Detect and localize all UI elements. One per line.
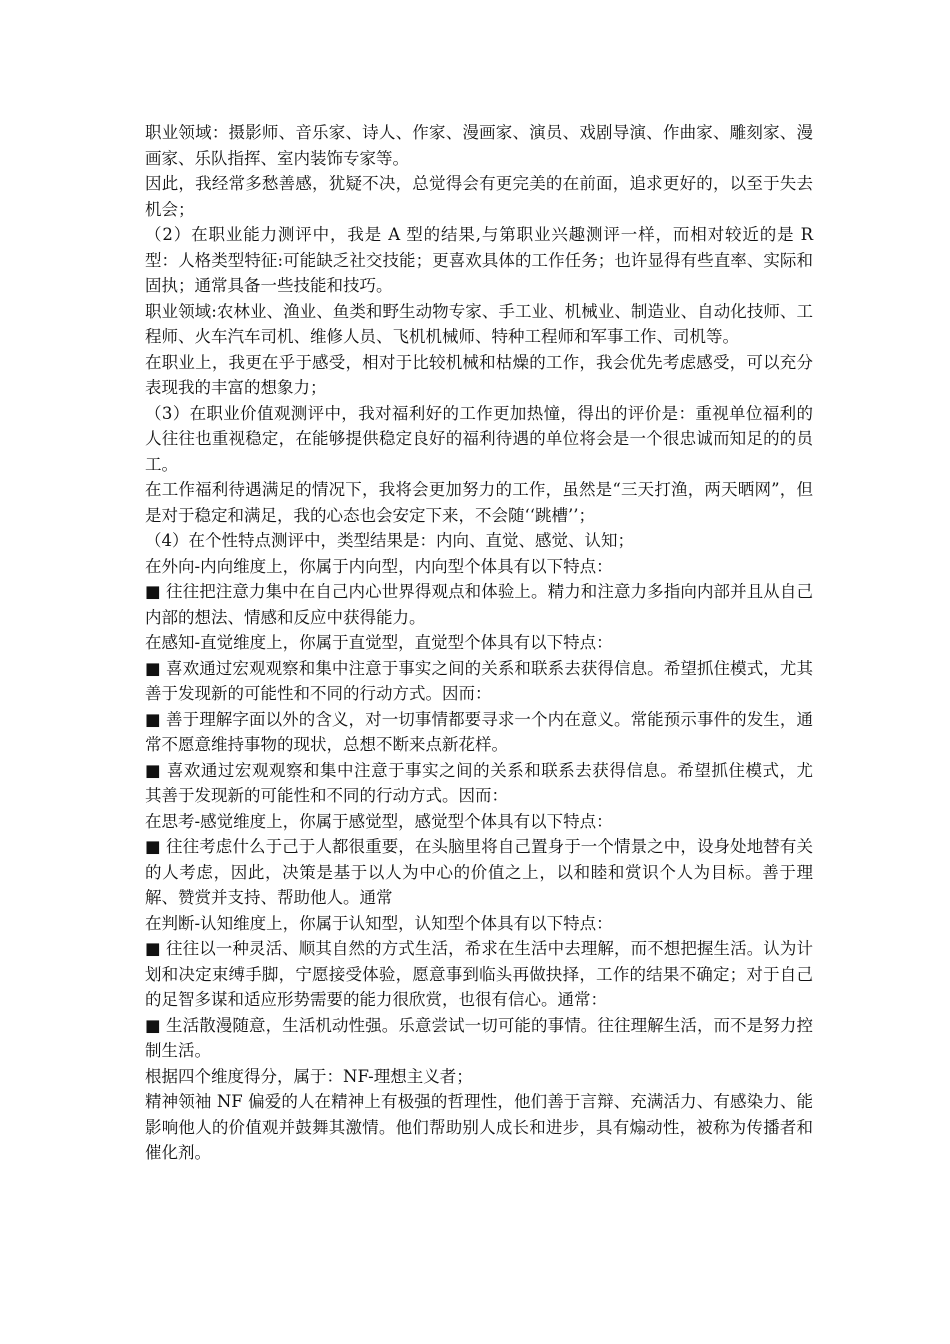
paragraph-occupation-field-1: 职业领域：摄影师、音乐家、诗人、作家、漫画家、演员、戏剧导演、作曲家、雕刻家、漫画家、乐队指挥、室内装饰专家等。 (145, 123, 813, 168)
paragraph-ability-test: （2）在职业能力测评中，我是 A 型的结果,与第职业兴趣测评一样，而相对较近的是 R 型：人格类型特征:可能缺乏社交技能；更喜欢具体的工作任务；也许显得有些直率、实际和固执；通常具备一些技能和技巧。 (145, 225, 813, 295)
paragraph-indecision: 因此，我经常多愁善感，犹疑不决，总觉得会有更完美的在前面，追求更好的，以至于失去机会； (145, 174, 813, 219)
paragraph-personality-test: （4）在个性特点测评中，类型结果是：内向、直觉、感觉、认知； (145, 531, 634, 550)
paragraph-feeling-heading: 在思考-感觉维度上，你属于感觉型，感觉型个体具有以下特点： (145, 811, 613, 831)
paragraph-nf-description: 精神领袖 NF 偏爱的人在精神上有极强的哲理性，他们善于言辩、充满活力、有感染力、能影响他人的价值观并鼓舞其激情。他们帮助别人成长和进步，具有煽动性，被称为传播者和催化剂。 (145, 1092, 813, 1162)
paragraph-occupation-field-2: 职业领域:农林业、渔业、鱼类和野生动物专家、手工业、机械业、制造业、自动化技师、工程师、火车汽车司机、维修人员、飞机机械师、特种工程师和军事工作、司机等。 (145, 301, 813, 346)
bullet-introvert: ■ 往往把注意力集中在自己内心世界得观点和体验上。精力和注意力多指向内部并且从自己内部的想法、情感和反应中获得能力。 (145, 582, 813, 627)
paragraph-value-test: （3）在职业价值观测评中，我对福利好的工作更加热憧，得出的评价是：重视单位福利的人往往也重视稳定，在能够提供稳定良好的福利待遇的单位将会是一个很忠诚而知足的的员工。 (145, 403, 813, 474)
bullet-intuition-3: ■ 喜欢通过宏观观察和集中注意于事实之间的关系和联系去获得信息。希望抓住模式，尤 其善于发现新的可能性和不同的行动方式。因而： (145, 760, 813, 805)
paragraph-intuition-heading: 在感知-直觉维度上，你属于直觉型，直觉型个体具有以下特点： (145, 633, 613, 652)
paragraph-introvert-heading: 在外向-内向维度上，你属于内向型，内向型个体具有以下特点： (145, 556, 613, 576)
paragraph-welfare: 在工作福利待遇满足的情况下，我将会更加努力的工作，虽然是“三天打渔，两天晒网”，但是对于稳定和满足，我的心态也会安定下来，不会随‘‘跳槽’’； (145, 480, 813, 525)
bullet-perceiving-1: ■ 往往以一种灵活、顺其自然的方式生活，希求在生活中去理解，而不想把握生活。认为计划和决定束缚手脚，宁愿接受体验，愿意事到临头再做抉择，工作的结果不确定；对于自己的足智多谋和适应形势需要的能力很欣赏，也很有信心。通常： (145, 939, 813, 1009)
document-body (145, 120, 813, 1166)
bullet-feeling: ■ 往往考虑什么于己于人都很重要，在头脑里将自己置身于一个情景之中，设身处地替有关的人考虑，因此，决策是基于以人为中心的价值之上，以和睦和赏识个人为目标。善于理解、赞赏并支持、帮助他人。通常 (145, 837, 813, 907)
bullet-perceiving-2: ■ 生活散漫随意，生活机动性强。乐意尝试一切可能的事情。往往理解生活，而不是努力控制生活。 (145, 1015, 813, 1060)
paragraph-nf-result: 根据四个维度得分，属于：NF-理想主义者； (145, 1066, 473, 1086)
paragraph-career-feelings: 在职业上，我更在乎于感受，相对于比较机械和枯燥的工作，我会优先考虑感受，可以充分表现我的丰富的想象力； (145, 352, 813, 397)
bullet-intuition-2: ■ 善于理解字面以外的含义，对一切事情都要寻求一个内在意义。常能预示事件的发生，通常不愿意维持事物的现状，总想不断来点新花样。 (145, 709, 813, 754)
paragraph-perceiving-heading: 在判断-认知维度上，你属于认知型，认知型个体具有以下特点： (145, 913, 613, 933)
bullet-intuition-1: ■ 喜欢通过宏观观察和集中注意于事实之间的关系和联系去获得信息。希望抓住模式，尤其善于发现新的可能性和不同的行动方式。因而： (145, 658, 813, 703)
